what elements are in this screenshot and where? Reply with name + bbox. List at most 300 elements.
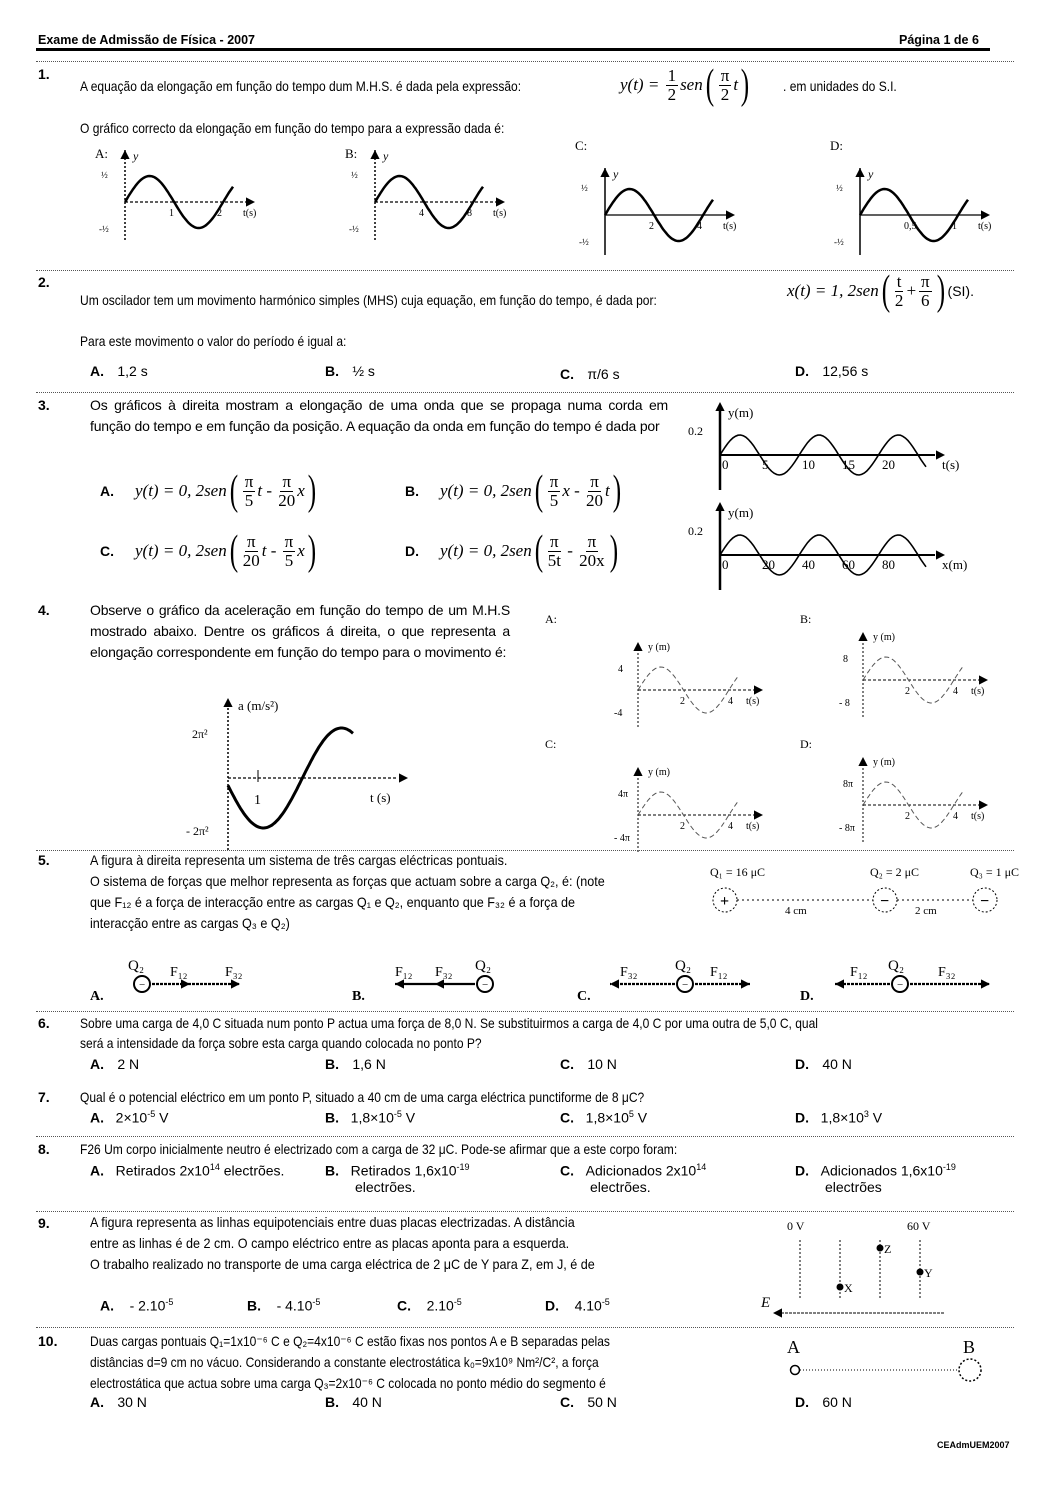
- y-axis-arrow-icon: [370, 150, 379, 159]
- y-axis-arrow-icon: [633, 642, 642, 651]
- graph-label: D:: [830, 138, 843, 153]
- point-z-icon: [877, 1245, 884, 1252]
- y-axis-arrow-icon: [858, 757, 867, 766]
- eq-den: 6: [921, 290, 930, 310]
- y-axis-label: y: [613, 167, 619, 181]
- y-axis-label: y (m): [648, 642, 670, 653]
- option-b[interactable]: [325, 1162, 470, 1195]
- eq-den: 20: [242, 550, 260, 570]
- eq-num: π: [246, 531, 256, 551]
- question-text-line: que F₁₂ é a força de interacção entre as cargas Q₁ e Q₂, enquanto que F₃₂ é a força de: [90, 894, 575, 910]
- x-tick: 40: [802, 557, 815, 572]
- x-axis-label: t(s): [971, 686, 985, 697]
- option-text: electrões.: [219, 1162, 285, 1179]
- x-axis-label: t(s): [493, 208, 507, 219]
- option-b[interactable]: [325, 1056, 386, 1074]
- force-option-b: [352, 958, 493, 1004]
- x-tick: 1: [169, 208, 174, 219]
- eq-den: 5: [549, 490, 559, 510]
- option-c[interactable]: [397, 1297, 462, 1314]
- x-tick: 4: [953, 686, 958, 697]
- option-text: Adicionados 1,6x10: [820, 1162, 943, 1179]
- graph-label: D:: [800, 737, 812, 751]
- question-text-line: interacção entre as cargas Q₃ e Q₂): [90, 915, 290, 931]
- potential-label-left: 0 V: [787, 1219, 805, 1233]
- question-text-line: entre as linhas é de 2 cm. O campo eléctrico entre as placas aponta para a esquerda.: [90, 1235, 570, 1251]
- option-c[interactable]: [100, 530, 319, 572]
- option-unit: V: [401, 1109, 416, 1126]
- option-text: Adicionados 2x10: [585, 1162, 697, 1179]
- y-tick-bottom: - 4π: [614, 833, 630, 844]
- option-letter: B.: [325, 363, 339, 379]
- option-a[interactable]: [100, 1297, 173, 1314]
- option-letter: B.: [352, 989, 365, 1004]
- option-d[interactable]: [545, 1297, 610, 1314]
- force-label: F₃₂: [620, 965, 638, 980]
- option-letter: B.: [325, 1056, 339, 1072]
- option-letter: A.: [90, 1162, 104, 1179]
- force-option-c: [577, 958, 750, 1004]
- x-axis-label: t(s): [723, 221, 737, 232]
- eq-den: 20: [278, 490, 296, 510]
- option-letter: A.: [100, 1297, 114, 1314]
- field-label: E: [761, 1295, 771, 1311]
- option-letter: D.: [795, 1162, 809, 1179]
- force-arrow-head-icon: [181, 979, 190, 988]
- option-letter: D.: [405, 543, 419, 559]
- graph-option-c: [545, 737, 763, 853]
- question-number: 7.: [38, 1089, 50, 1105]
- minus-sign-icon: −: [682, 979, 689, 991]
- option-a[interactable]: [90, 1056, 139, 1074]
- option-letter: C.: [100, 543, 114, 559]
- option-base: - 2.10: [129, 1297, 166, 1314]
- acceleration-graph: [186, 690, 391, 850]
- graph-option-b: [800, 612, 988, 718]
- y-tick-top: 8π: [843, 779, 854, 790]
- question-number: 3.: [38, 397, 50, 413]
- minus-sign: -: [266, 541, 281, 560]
- x-tick: 15: [842, 457, 855, 472]
- option-value: 1,2 s: [117, 363, 148, 379]
- question-text-line: electrostática que actua sobre uma carga Q₃=2x10⁻⁶ C colocada no ponto médio do segmento é: [90, 1375, 606, 1391]
- option-d[interactable]: [795, 363, 868, 381]
- option-exp: 5: [628, 1109, 634, 1119]
- option-d[interactable]: [795, 1056, 852, 1074]
- x-tick: 2: [649, 221, 654, 232]
- option-letter: D.: [795, 1056, 809, 1072]
- x-tick: 4: [953, 811, 958, 822]
- x-axis-arrow-icon: [981, 210, 990, 219]
- eq-den: 5: [244, 490, 254, 510]
- option-d[interactable]: [405, 530, 621, 572]
- paren-open: (: [534, 528, 543, 574]
- point-label: X: [844, 1281, 853, 1295]
- graph-option-a: [545, 612, 763, 728]
- x-axis-label: t(s): [971, 811, 985, 822]
- graph-label: B:: [800, 612, 812, 626]
- option-letter: C.: [560, 1109, 574, 1126]
- question-number: 8.: [38, 1141, 50, 1157]
- divider: [36, 1211, 1014, 1212]
- option-b[interactable]: [325, 363, 375, 381]
- y-tick-bottom: - 2π²: [186, 824, 209, 838]
- eq-var-a: x: [562, 481, 570, 500]
- option-d[interactable]: [795, 1162, 956, 1195]
- eq-den: 5t: [547, 550, 561, 570]
- divider: [36, 392, 1014, 393]
- x-tick: 2: [905, 686, 910, 697]
- point-label: Y: [924, 1266, 933, 1280]
- graph-elongation-vs-position: [688, 502, 967, 590]
- x-tick: 1: [254, 793, 261, 808]
- graph-label: C:: [545, 737, 557, 751]
- force-arrow-head-icon: [231, 979, 240, 988]
- y-tick-bottom: - 8: [839, 698, 850, 709]
- eq-lhs: y(t) = 0, 2sen: [440, 541, 532, 560]
- divider: [36, 850, 1014, 851]
- minus-sign-icon: −: [482, 979, 489, 991]
- exam-title: Exame de Admissão de Física - 2007: [38, 33, 256, 47]
- divider: [36, 61, 1014, 62]
- y-tick-bottom: -½: [99, 224, 109, 234]
- charge-label: Q₂: [128, 958, 145, 974]
- charge-label: Q₂: [675, 958, 692, 974]
- eq-den: 2: [667, 84, 677, 104]
- question-text-line: A figura à direita representa um sistema de três cargas eléctricas pontuais.: [90, 852, 508, 868]
- option-a[interactable]: [90, 1162, 320, 1179]
- force-label: F₁₂: [395, 965, 413, 980]
- graph-label: A:: [95, 146, 108, 161]
- x-tick: 2: [217, 208, 222, 219]
- eq-den: 20: [586, 490, 604, 510]
- option-c[interactable]: [560, 366, 620, 384]
- point-label: Z: [884, 1242, 892, 1256]
- x-tick: 0,5: [904, 221, 917, 232]
- graph-option-d: [830, 138, 991, 255]
- y-axis-label: y (m): [648, 767, 670, 778]
- y-axis-label: y: [133, 149, 139, 163]
- option-unit: V: [868, 1109, 883, 1126]
- question-subtext: Para este movimento o valor do período é igual a:: [80, 333, 347, 349]
- paren-close: ): [612, 468, 621, 514]
- option-value: 40 N: [352, 1394, 382, 1410]
- graph-option-a: [95, 146, 256, 242]
- paren-open: (: [534, 468, 543, 514]
- q1-graphs: [95, 140, 1035, 250]
- x-tick: 10: [802, 457, 815, 472]
- eq-frac-b: [586, 473, 603, 510]
- option-c[interactable]: [560, 1109, 647, 1126]
- header-rule: [36, 48, 990, 51]
- eq-var-a: t: [257, 481, 263, 500]
- point-y-icon: [917, 1269, 924, 1276]
- x-tick: 60: [842, 557, 855, 572]
- question-number: 1.: [38, 66, 50, 82]
- question-number: 2.: [38, 274, 50, 290]
- eq-var-a: t: [261, 541, 267, 560]
- option-unit: V: [155, 1109, 169, 1126]
- paren-open: (: [229, 528, 238, 574]
- option-letter: D.: [795, 1109, 809, 1126]
- question-text: Qual é o potencial eléctrico em um ponto P, situado a 40 cm de uma carga eléctrica punctiforme de 8 μC?: [80, 1089, 645, 1105]
- eq-num: t: [896, 271, 902, 291]
- option-value: ½ s: [352, 363, 375, 379]
- y-tick: 0.2: [688, 524, 703, 538]
- graph-label: B:: [345, 146, 358, 161]
- question-number: 4.: [38, 602, 50, 618]
- point-b-label: B: [963, 1337, 976, 1357]
- y-axis-arrow-icon: [715, 502, 724, 511]
- option-value: 60 N: [822, 1394, 852, 1410]
- eq-var-b: x: [297, 481, 305, 500]
- eq-lhs: y(t) = 0, 2sen: [135, 541, 227, 560]
- point-x-icon: [837, 1284, 844, 1291]
- charge-label: Q₁ = 16 μC: [710, 865, 766, 879]
- question-text-line: distâncias d=9 cm no vácuo. Considerando a constante electrostática k₀=9x10⁹ Nm²/C², a força: [90, 1354, 599, 1370]
- option-value: 12,56 s: [822, 363, 869, 379]
- option-letter: C.: [577, 989, 591, 1004]
- option-base: 2×10: [115, 1109, 148, 1126]
- option-text: Retirados 1,6x10: [350, 1162, 457, 1179]
- y-axis-arrow-icon: [633, 767, 642, 776]
- x-axis-arrow-icon: [399, 773, 408, 782]
- x-tick: 0: [722, 457, 729, 472]
- question-text: Os gráficos à direita mostram a elongação de uma onda que se propaga numa corda em função do tempo e em função da posição. A equação da onda em função do tempo é dada por: [90, 397, 668, 434]
- option-d[interactable]: [795, 1394, 852, 1412]
- option-value: 10 N: [587, 1056, 617, 1072]
- y-tick-bottom: - 8π: [839, 823, 855, 834]
- x-tick: 20: [882, 457, 895, 472]
- force-label: F₁₂: [710, 965, 728, 980]
- y-tick-bottom: -½: [579, 237, 589, 247]
- force-label: F₁₂: [850, 965, 868, 980]
- minus-sign-icon: −: [980, 893, 990, 910]
- eq-num: π: [282, 471, 292, 491]
- equation: x(t) = 1, 2sen ( $\frac{t}{2}$ + $\frac{\pi}{6}$ ) (SI).: [787, 268, 974, 314]
- y-tick-top: 8: [843, 654, 848, 665]
- force-arrow-head-icon: [981, 979, 990, 988]
- x-tick: 2: [680, 696, 685, 707]
- x-tick: 2: [905, 811, 910, 822]
- eq-frac-a: [243, 473, 256, 510]
- eq-fn: sen: [680, 75, 703, 94]
- x-tick: 1: [952, 221, 957, 232]
- question-text: Observe o gráfico da aceleração em função do tempo de um M.H.S mostrado abaixo. Dentre os gráficos á direita, o que representa a elongação correspondente em função do tempo para o movimento é:: [90, 602, 510, 660]
- x-tick: 20: [762, 557, 775, 572]
- option-base: 2.10: [426, 1297, 454, 1314]
- plus-sign-icon: +: [720, 893, 730, 910]
- option-exp: -5: [312, 1297, 321, 1307]
- graph-option-b: [345, 146, 506, 242]
- eq-num: 1: [667, 65, 677, 85]
- option-letter: A.: [90, 989, 104, 1004]
- option-letter: B.: [325, 1162, 339, 1179]
- force-arrow-head-icon: [835, 979, 844, 988]
- charge-label: Q₂ = 2 μC: [870, 865, 920, 879]
- question-text-tail: . em unidades do S.I.: [783, 78, 897, 94]
- option-text: electrões: [825, 1178, 882, 1195]
- eq-num: π: [549, 471, 559, 491]
- option-exp: 3: [863, 1109, 869, 1119]
- y-axis-label: y(m): [728, 505, 754, 520]
- x-axis-label: t(s): [746, 696, 760, 707]
- eq-inner-num: π: [720, 65, 730, 85]
- q3-wave-graphs: [680, 398, 1020, 598]
- force-arrow-head-icon: [395, 979, 404, 988]
- eq-frac-b: [283, 533, 296, 570]
- option-exp: -19: [456, 1162, 470, 1172]
- divider: [36, 1011, 1014, 1012]
- option-c[interactable]: [560, 1162, 706, 1195]
- graph-label: C:: [575, 138, 588, 153]
- graph-elongation-vs-time: [688, 402, 959, 490]
- charge-system-figure: [700, 860, 1040, 920]
- x-axis-label: x(m): [942, 557, 968, 572]
- x-tick: 5: [762, 457, 769, 472]
- option-letter: D.: [545, 1297, 559, 1314]
- x-axis-arrow-icon: [246, 197, 255, 206]
- y-axis-label: y (m): [873, 632, 895, 643]
- question-text-line: O trabalho realizado no transporte de uma carga eléctrica de 2 μC de Y para Z, em J, é de: [90, 1256, 595, 1272]
- charge-label: Q₃ = 1 μC: [970, 865, 1020, 879]
- option-c[interactable]: [560, 1056, 617, 1074]
- option-exp: -5: [165, 1297, 174, 1307]
- option-b[interactable]: [247, 1297, 320, 1314]
- minus-sign: -: [562, 541, 578, 560]
- charge-q2-icon: [959, 1359, 981, 1381]
- distance-label: 4 cm: [785, 905, 807, 917]
- question-text: F26 Um corpo inicialmente neutro é electrizado com a carga de 32 μC. Pode-se afirmar que a este corpo foram:: [80, 1141, 678, 1157]
- y-tick-bottom: -½: [834, 237, 844, 247]
- question-number: 6.: [38, 1015, 50, 1031]
- option-letter: B.: [405, 483, 419, 499]
- option-letter: B.: [325, 1109, 339, 1126]
- y-axis-label: y: [868, 167, 874, 181]
- y-axis-label: y(m): [728, 405, 754, 420]
- option-letter: D.: [795, 1394, 809, 1410]
- y-axis-arrow-icon: [715, 402, 724, 411]
- option-a[interactable]: [90, 363, 148, 381]
- y-tick: 0.2: [688, 424, 703, 438]
- x-tick: 0: [722, 557, 729, 572]
- y-tick-top: 4π: [618, 789, 629, 800]
- option-exp: -5: [147, 1109, 156, 1119]
- question-number: 9.: [38, 1215, 50, 1231]
- eq-frac-a: [243, 533, 260, 570]
- option-a[interactable]: [100, 470, 319, 512]
- equation: [620, 64, 752, 106]
- option-c[interactable]: [560, 1394, 617, 1412]
- field-arrow-icon: [773, 1308, 782, 1317]
- option-exp: 14: [209, 1162, 220, 1172]
- eq-frac-b: [579, 533, 605, 570]
- charges-ab-figure: [785, 1335, 995, 1390]
- y-tick-top: ½: [581, 183, 588, 193]
- y-tick-top: 2π²: [192, 727, 208, 741]
- option-letter: D.: [800, 989, 814, 1004]
- option-exp: -5: [601, 1297, 610, 1307]
- force-arrow-head-icon: [741, 979, 750, 988]
- force-label: F₃₂: [938, 965, 956, 980]
- option-b[interactable]: [405, 470, 624, 512]
- force-arrow-head-icon: [610, 979, 619, 988]
- y-axis-label: y (m): [873, 757, 895, 768]
- eq-frac-a: [548, 473, 561, 510]
- option-base: 1,8×10: [820, 1109, 864, 1126]
- option-letter: C.: [560, 1394, 574, 1410]
- question-subtext: O gráfico correcto da elongação em função do tempo para a expressão dada é:: [80, 120, 505, 136]
- divider: [36, 1327, 1014, 1328]
- y-axis-arrow-icon: [858, 632, 867, 641]
- question-text: A equação da elongação em função do tempo dum M.H.S. é dada pela expressão:: [80, 78, 522, 94]
- question-text-line: Duas cargas pontuais Q₁=1x10⁻⁶ C e Q₂=4x10⁻⁶ C estão fixas nos pontos A e B separadas pelas: [90, 1333, 610, 1349]
- option-a[interactable]: [90, 1109, 168, 1126]
- option-base: - 4.10: [276, 1297, 313, 1314]
- option-letter: C.: [560, 1056, 574, 1072]
- eq-num: π: [284, 531, 294, 551]
- force-label: F₁₂: [170, 965, 188, 980]
- option-base: 4.10: [574, 1297, 602, 1314]
- y-axis-arrow-icon: [600, 168, 609, 177]
- eq-lhs: y(t) = 0, 2sen: [135, 481, 227, 500]
- eq-den: 20x: [579, 550, 605, 570]
- x-tick: 2: [680, 821, 685, 832]
- option-letter: C.: [397, 1297, 411, 1314]
- option-d[interactable]: [795, 1109, 882, 1126]
- eq-frac-a: [895, 273, 904, 310]
- eq-num: π: [590, 471, 599, 491]
- question-text-line: A figura representa as linhas equipotenciais entre duas placas electrizadas. A distância: [90, 1214, 575, 1230]
- potential-label-right: 60 V: [907, 1219, 931, 1233]
- option-b[interactable]: [325, 1394, 382, 1412]
- eq-inner-fraction: [719, 67, 732, 104]
- graph-option-d: [800, 737, 988, 843]
- x-axis-label: t(s): [746, 821, 760, 832]
- divider: [36, 1136, 1014, 1137]
- option-value: π/6 s: [587, 366, 620, 382]
- paren-close: ): [307, 528, 316, 574]
- option-letter: A.: [90, 363, 104, 379]
- eq-num: π: [244, 471, 254, 491]
- y-tick-bottom: -½: [349, 224, 359, 234]
- option-base: 1,8×10: [585, 1109, 629, 1126]
- option-b[interactable]: [325, 1109, 415, 1126]
- charge-q1-icon: [791, 1366, 800, 1375]
- force-label: F₃₂: [225, 965, 243, 980]
- x-tick: 4: [728, 696, 733, 707]
- option-a[interactable]: [90, 1394, 147, 1412]
- x-axis-label: t(s): [978, 221, 992, 232]
- y-tick-bottom: -4: [614, 708, 623, 719]
- question-text: Um oscilador tem um movimento harmónico simples (MHS) cuja equação, em função do tempo, é dada por:: [80, 292, 657, 308]
- eq-lhs: x(t) = 1, 2sen: [787, 281, 879, 300]
- option-letter: C.: [560, 366, 574, 382]
- option-letter: A.: [90, 1109, 104, 1126]
- option-unit: V: [633, 1109, 648, 1126]
- eq-var: t: [733, 75, 739, 94]
- question-number: 10.: [38, 1333, 58, 1349]
- q4-option-graphs: [540, 605, 1010, 850]
- question-text-line: será a intensidade da força sobre esta carga quando colocada no ponto P?: [80, 1035, 482, 1051]
- option-letter: B.: [325, 1394, 339, 1410]
- question-text-line: Sobre uma carga de 4,0 C situada num ponto P actua uma força de 8,0 N. Se substituirmos a carga de 4,0 C por uma outra de 5,0 C, qual: [80, 1015, 818, 1031]
- option-base: 1,8×10: [350, 1109, 394, 1126]
- option-text: electrões.: [355, 1178, 416, 1195]
- option-value: 2 N: [117, 1056, 140, 1072]
- option-letter: A.: [90, 1056, 104, 1072]
- x-axis-arrow-icon: [726, 210, 735, 219]
